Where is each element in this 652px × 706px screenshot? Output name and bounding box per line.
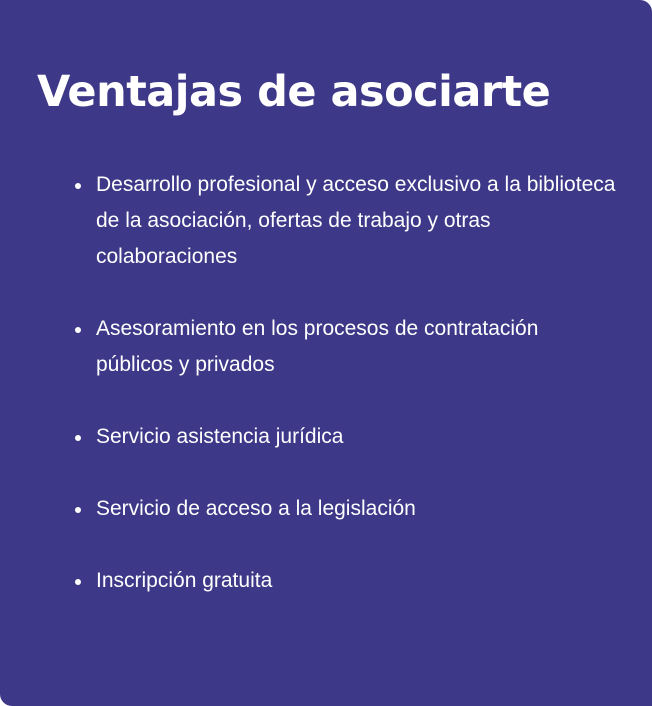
benefit-label: Servicio de acceso a la legislación (96, 497, 416, 520)
benefit-item-professional-development (96, 167, 616, 275)
benefit-label: Inscripción gratuita (96, 569, 273, 592)
benefit-label: Servicio asistencia jurídica (96, 425, 344, 448)
bullet-icon (75, 507, 81, 513)
benefit-item-legislation-access (96, 491, 616, 527)
benefit-label: Desarrollo profesional y acceso exclusivo a la biblioteca de la asociación, ofertas de trabajo y otras colaboraciones (96, 173, 616, 268)
benefits-list (96, 167, 616, 635)
benefit-item-legal-assistance (96, 419, 616, 455)
bullet-icon (75, 183, 81, 189)
bullet-icon (75, 435, 81, 441)
bullet-icon (75, 579, 81, 585)
benefit-item-free-registration (96, 563, 616, 599)
section-title: Ventajas de asociarte (37, 67, 551, 117)
bullet-icon (75, 327, 81, 333)
benefit-item-contracting-advice (96, 311, 616, 383)
benefit-label: Asesoramiento en los procesos de contratación públicos y privados (96, 317, 539, 376)
